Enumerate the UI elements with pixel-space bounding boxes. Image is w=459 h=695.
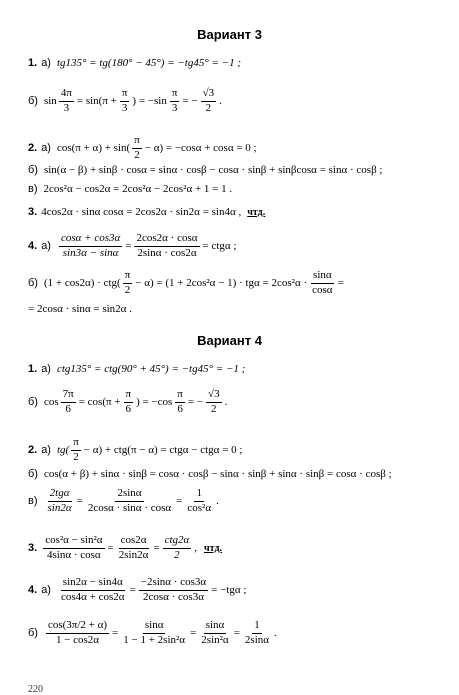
v4-problem-3: 3. $\frac{\text{cos²α − sin²α}}{4\sin\alpha \cdot \cos\alpha}$ = $\frac{\cos 2\alpha}{2\sin 2\alpha}$ = $\frac{\text{ctg2α}}{2}$ , чтд. <box>28 534 223 561</box>
variant-3-title: Вариант 3 <box>197 27 262 42</box>
v4-problem-1a: 1. а) ctg135° = ctg(90° + 45°) = −tg45° = −1 ; <box>28 363 246 375</box>
v4-problem-4a: 4. а) $\frac{\sin 2\alpha - \sin 4\alpha}{\cos 4\alpha + \cos 2\alpha}$ = $\frac{-2\sin\alpha \cdot \cos 3\alpha}{2\cos\alpha \cdot \cos 3\alpha}$ = −tgα ; <box>28 576 247 603</box>
v4-problem-2c: в) $\frac{\text{2tgα}}{\sin 2\alpha}$ = $\frac{2\sin\alpha}{2\cos\alpha \cdot \sin\alpha \cdot \cos\alpha}$ = $\frac{1}{\text{cos²α}}$ . <box>28 487 219 514</box>
v3-problem-1a: 1. а) tg135° = tg(180° − 45°) = −tg45° = −1 ; <box>28 57 242 69</box>
v4-problem-2b: б) cos(α + β) + sinα · sinβ = cosα · cosβ − sinα · sinβ + sinα · sinβ = cosα · cosβ ; <box>28 468 392 480</box>
v4-problem-2a: 2. а) tg( $\frac{\pi}{2}$ − α) + ctg(π − α) = ctgα − ctgα = 0 ; <box>28 436 243 463</box>
variant-4-title: Вариант 4 <box>197 333 262 348</box>
v4-problem-1b: б) cos $\frac{7\pi}{6}$ = cos(π + $\frac{\pi}{6}$ ) = −cos $\frac{\pi}{6}$ = − $\frac{√3}{2}$ . <box>28 388 228 415</box>
v3-problem-2a: 2. а) cos(π + α) + sin( $\frac{\pi}{2}$ − α) = −cosα + cosα = 0 ; <box>28 134 257 161</box>
page-number: 220 <box>28 684 43 695</box>
v3-problem-4b-cont: = 2cosα · sinα = sin2α . <box>28 303 132 315</box>
v4-problem-4b: б) $\frac{\cos(3\pi/2 + \alpha)}{1 - \cos 2\alpha}$ = $\frac{\sin\alpha}{\text{1 − 1 + 2sin²α}}$ = $\frac{\sin\alpha}{\text{2sin²α}}$ = $\frac{1}{2\sin\alpha}$ . <box>28 619 277 646</box>
v3-problem-2c: в) 2cos²α − cos2α = 2cos²α − 2cos²α + 1 = 1 . <box>28 183 233 195</box>
v3-problem-1b: б) sin $\frac{4\pi}{3}$ = sin(π + $\frac{\pi}{3}$ ) = −sin $\frac{\pi}{3}$ = − $\frac{√3}{2}$ . <box>28 87 222 114</box>
v3-problem-2b: б) sin(α − β) + sinβ · cosα = sinα · cosβ − cosα · sinβ + sinβcosα = sinα · cosβ ; <box>28 164 383 176</box>
v3-problem-4b: б) (1 + cos2α) · ctg( $\frac{\pi}{2}$ − α) = (1 + 2cos²α − 1) · tgα = 2cos²α · $\frac{\sin\alpha}{\cos\alpha}$ = <box>28 269 344 296</box>
v3-problem-4a: 4. а) $\frac{\cos\alpha + \cos 3\alpha}{\sin 3\alpha - \sin\alpha}$ = $\frac{2\cos 2\alpha \cdot \cos\alpha}{2\sin\alpha \cdot \cos 2\alpha}$ = ctgα ; <box>28 232 237 259</box>
v3-problem-3: 3. 4cos2α · sinα cosα = 2cos2α · sin2α = sin4α , чтд. <box>28 206 266 218</box>
